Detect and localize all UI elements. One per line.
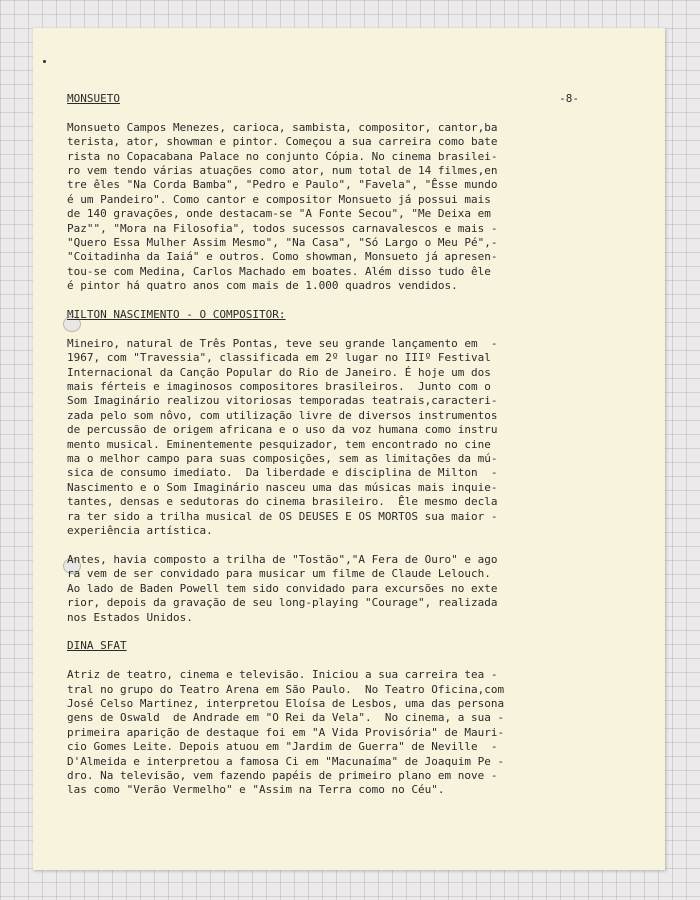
section-spacer bbox=[67, 625, 579, 639]
page-number: -8- bbox=[559, 92, 579, 105]
text-line: "Quero Essa Mulher Assim Mesmo", "Na Casa", "Só Largo o Meu Pé",- bbox=[67, 236, 498, 250]
text-line: ma o melhor campo para suas composições, sem as limitações da mú- bbox=[67, 452, 498, 466]
text-line: las como "Verão Vermelho" e "Assim na Terra como no Céu". bbox=[67, 783, 445, 797]
ink-speck bbox=[43, 60, 46, 63]
text-line: experiência artística. bbox=[67, 524, 213, 538]
text-line: primeira aparição de destaque foi em "A Vida Provisória" de Mauri- bbox=[67, 725, 505, 739]
text-line: 1967, com "Travessia", classificada em 2º lugar no IIIº Festival bbox=[67, 351, 491, 365]
text-line: Mineiro, natural de Três Pontas, teve seu grande lançamento em - bbox=[67, 336, 498, 350]
typewritten-text bbox=[67, 92, 579, 798]
text-line: mais férteis e imaginosos compositores brasileiros. Junto com o bbox=[67, 380, 491, 394]
text-line: tantes, densas e sedutoras do cinema brasileiro. Êle mesmo decla bbox=[67, 495, 498, 509]
text-line: "Coitadinha da Iaiá" e outros. Como showman, Monsueto já apresen- bbox=[67, 250, 498, 264]
section-title: MILTON NASCIMENTO - O COMPOSITOR: bbox=[67, 308, 286, 322]
text-line: gens de Oswald de Andrade em "O Rei da Vela". No cinema, a sua - bbox=[67, 711, 505, 725]
text-line: de 140 gravações, onde destacam-se "A Fonte Secou", "Me Deixa em bbox=[67, 207, 491, 221]
text-line: Monsueto Campos Menezes, carioca, sambista, compositor, cantor,ba bbox=[67, 120, 498, 134]
paragraph-spacer bbox=[67, 322, 579, 336]
text-line: D'Almeida e interpretou a famosa Ci em "Macunaíma" de Joaquim Pe - bbox=[67, 754, 505, 768]
paragraph-spacer bbox=[67, 106, 579, 120]
text-line: terista, ator, showman e pintor. Começou a sua carreira como bate bbox=[67, 135, 498, 149]
text-line: Paz"", "Mora na Filosofia", todos sucessos carnavalescos e mais - bbox=[67, 221, 498, 235]
text-line: Som Imaginário realizou vitoriosas temporadas teatrais,caracteri- bbox=[67, 394, 498, 408]
text-line: ra vem de ser convidado para musicar um filme de Claude Lelouch. bbox=[67, 567, 491, 581]
text-line: cio Gomes Leite. Depois atuou em "Jardim de Guerra" de Neville - bbox=[67, 740, 498, 754]
text-line: rista no Copacabana Palace no conjunto Cópia. No cinema brasilei- bbox=[67, 149, 498, 163]
text-line: ro vem tendo várias atuações como ator, num total de 14 filmes,en bbox=[67, 164, 498, 177]
text-line: tre êles "Na Corda Bamba", "Pedro e Paulo", "Favela", "Êsse mundo bbox=[67, 178, 498, 192]
text-line: sica de consumo imediato. Da liberdade e disciplina de Milton - bbox=[67, 466, 498, 480]
section-title: DINA SFAT bbox=[67, 639, 127, 653]
text-line: Nascimento e o Som Imaginário nasceu uma das músicas mais inquie- bbox=[67, 480, 498, 494]
text-line: tou-se com Medina, Carlos Machado em boates. Além disso tudo êle bbox=[67, 264, 491, 278]
text-line: mento musical. Eminentemente pesquizador, tem encontrado no cine bbox=[67, 437, 491, 451]
section-heading bbox=[67, 308, 579, 322]
text-line: Atriz de teatro, cinema e televisão. Iniciou a sua carreira tea - bbox=[67, 668, 498, 682]
text-line: de percussão de origem africana e o uso da voz humana como instru bbox=[67, 423, 498, 437]
paragraph-spacer bbox=[67, 654, 579, 668]
section-title: MONSUETO bbox=[67, 92, 120, 105]
text-line: dro. Na televisão, vem fazendo papéis de primeiro plano em nove - bbox=[67, 768, 498, 782]
text-line: tral no grupo do Teatro Arena em São Paulo. No Teatro Oficina,com bbox=[67, 682, 505, 696]
text-line: rior, depois da gravação de seu long-playing "Courage", realizada bbox=[67, 596, 498, 610]
text-line: José Celso Martinez, interpretou Eloísa de Lesbos, uma das persona bbox=[67, 696, 505, 710]
text-line: Internacional da Canção Popular do Rio de Janeiro. É hoje um dos bbox=[67, 365, 491, 379]
paragraph-spacer bbox=[67, 539, 579, 553]
text-line: nos Estados Unidos. bbox=[67, 610, 193, 624]
text-line: zada pelo som nôvo, com utilização livre de diversos instrumentos bbox=[67, 408, 498, 422]
text-line: é um Pandeiro". Como cantor e compositor Monsueto já possui mais bbox=[67, 192, 491, 206]
section-heading bbox=[67, 92, 579, 106]
section-heading bbox=[67, 639, 579, 653]
section-spacer bbox=[67, 294, 579, 308]
text-line: Ao lado de Baden Powell tem sido convidado para excursões no exte bbox=[67, 581, 498, 595]
text-line: ra ter sido a trilha musical de OS DEUSES E OS MORTOS sua maior - bbox=[67, 509, 498, 523]
text-line: Antes, havia composto a trilha de "Tostão","A Fera de Ouro" e ago bbox=[67, 552, 498, 566]
text-line: é pintor há quatro anos com mais de 1.000 quadros vendidos. bbox=[67, 279, 458, 293]
